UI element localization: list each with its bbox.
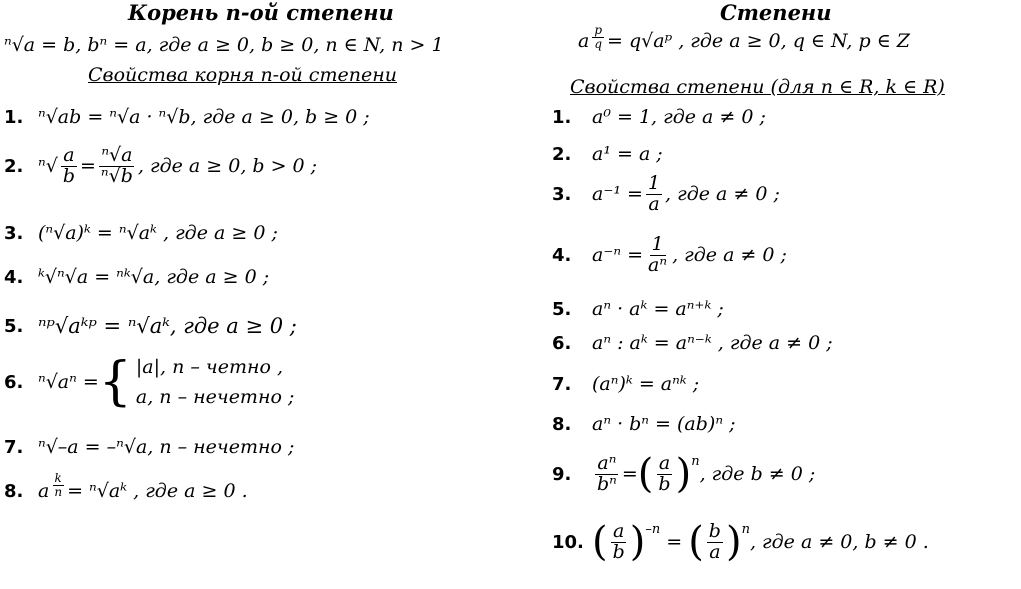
power-property-4 bbox=[552, 235, 787, 276]
denominator: aⁿ bbox=[648, 253, 668, 276]
item-number: 9. bbox=[552, 463, 572, 485]
left-paren: ( bbox=[688, 519, 704, 566]
right-paren: ) bbox=[629, 519, 646, 566]
item-number: 8. bbox=[4, 480, 24, 502]
power-property-5 bbox=[552, 298, 724, 320]
case-odd: a, n – нечетно ; bbox=[135, 386, 295, 408]
equals-sign: = bbox=[666, 531, 683, 554]
root-property-8 bbox=[4, 471, 248, 502]
power-property-3 bbox=[552, 174, 780, 215]
formula-lhs: a⁻¹ = bbox=[592, 183, 643, 206]
root-property-2 bbox=[4, 146, 317, 187]
formula: aⁿ : aᵏ = aⁿ⁻ᵏ , где a ≠ 0 ; bbox=[592, 332, 833, 354]
formula: ᵏ√ⁿ√a = ⁿᵏ√a, где a ≥ 0 ; bbox=[38, 266, 270, 288]
powers-title: Степени bbox=[720, 0, 832, 25]
formula: ⁿ√ab = ⁿ√a · ⁿ√b, где a ≥ 0, b ≥ 0 ; bbox=[38, 106, 370, 128]
item-number: 5. bbox=[552, 298, 572, 320]
fraction-exponent bbox=[52, 472, 64, 498]
formula: ⁿᵖ√aᵏᵖ = ⁿ√aᵏ, где a ≥ 0 ; bbox=[38, 314, 297, 338]
denominator: ⁿ√b bbox=[100, 164, 133, 187]
numerator: k bbox=[54, 471, 62, 485]
left-paren: ( bbox=[637, 451, 654, 498]
roots-title: Корень n-ой степени bbox=[128, 0, 394, 25]
item-number: 3. bbox=[552, 183, 572, 205]
definition-rhs: = q√aᵖ , где a ≥ 0, q ∈ N, p ∈ Z bbox=[607, 30, 911, 52]
base: a bbox=[38, 480, 50, 502]
numerator: a bbox=[63, 144, 75, 166]
denominator: a bbox=[709, 540, 721, 563]
powers-definition bbox=[578, 23, 911, 52]
denominator: q bbox=[594, 36, 603, 51]
formula: aⁿ · aᵏ = aⁿ⁺ᵏ ; bbox=[592, 298, 724, 320]
fraction-left bbox=[61, 146, 77, 187]
root-property-3 bbox=[4, 222, 278, 244]
power-property-10 bbox=[552, 519, 929, 566]
root-property-7 bbox=[4, 436, 294, 458]
left-brace: { bbox=[98, 352, 132, 412]
fraction-left bbox=[595, 454, 619, 495]
item-number: 4. bbox=[552, 244, 572, 266]
exponent: n bbox=[691, 454, 700, 469]
condition: , где a ≠ 0, b ≠ 0 . bbox=[749, 531, 929, 554]
denominator: b bbox=[62, 164, 75, 187]
numerator: b bbox=[708, 520, 721, 542]
fraction bbox=[646, 174, 662, 215]
equals-sign: = bbox=[79, 155, 96, 178]
numerator: p bbox=[594, 23, 603, 37]
formula: a¹ = a ; bbox=[592, 143, 663, 165]
left-paren: ( bbox=[592, 519, 608, 566]
exponent: n bbox=[741, 522, 750, 537]
item-number: 2. bbox=[4, 155, 24, 177]
denominator: n bbox=[54, 484, 63, 499]
formula: a⁰ = 1, где a ≠ 0 ; bbox=[592, 106, 766, 128]
formula-lhs: ⁿ√aⁿ = bbox=[38, 371, 99, 393]
base: a bbox=[578, 30, 590, 52]
fraction-right bbox=[99, 146, 135, 187]
exponent: –n bbox=[645, 522, 661, 537]
item-number: 6. bbox=[4, 371, 24, 393]
denominator: b bbox=[612, 540, 625, 563]
item-number: 4. bbox=[4, 266, 24, 288]
numerator: 1 bbox=[651, 233, 664, 255]
formula-rhs: = ⁿ√aᵏ , где a ≥ 0 . bbox=[67, 480, 248, 502]
power-property-2 bbox=[552, 143, 663, 165]
numerator: a bbox=[613, 520, 625, 542]
root-sign: ⁿ√ bbox=[38, 155, 58, 178]
item-number: 7. bbox=[552, 373, 572, 395]
case-even: |a|, n – четно , bbox=[135, 356, 284, 378]
condition: , где a ≥ 0, b > 0 ; bbox=[137, 155, 318, 178]
roots-definition: ⁿ√a = b, bⁿ = a, где a ≥ 0, b ≥ 0, n ∈ N, n > 1 bbox=[4, 34, 444, 56]
denominator: a bbox=[648, 192, 660, 215]
formula: (ⁿ√a)ᵏ = ⁿ√aᵏ , где a ≥ 0 ; bbox=[38, 222, 278, 244]
root-property-4 bbox=[4, 266, 269, 288]
condition: , где b ≠ 0 ; bbox=[699, 463, 816, 486]
fraction-left bbox=[611, 522, 627, 563]
right-paren: ) bbox=[725, 519, 742, 566]
item-number: 1. bbox=[4, 106, 24, 128]
power-property-7 bbox=[552, 373, 699, 395]
power-property-9 bbox=[552, 451, 816, 498]
fraction-right bbox=[656, 454, 672, 495]
formula: ⁿ√–a = –ⁿ√a, n – нечетно ; bbox=[38, 436, 295, 458]
item-number: 2. bbox=[552, 143, 572, 165]
power-property-1 bbox=[552, 106, 766, 128]
item-number: 3. bbox=[4, 222, 24, 244]
numerator: 1 bbox=[647, 172, 661, 194]
item-number: 7. bbox=[4, 436, 24, 458]
power-property-8 bbox=[552, 413, 735, 435]
cases bbox=[136, 356, 294, 408]
fraction-right bbox=[707, 522, 723, 563]
roots-properties-subtitle: Свойства корня n-ой степени bbox=[88, 64, 397, 86]
root-property-1 bbox=[4, 106, 370, 128]
item-number: 6. bbox=[552, 332, 572, 354]
item-number: 10. bbox=[552, 531, 584, 553]
numerator: a bbox=[658, 452, 671, 474]
fraction bbox=[646, 235, 669, 276]
formula: aⁿ · bⁿ = (ab)ⁿ ; bbox=[592, 413, 736, 435]
item-number: 1. bbox=[552, 106, 572, 128]
formula-lhs: a⁻ⁿ = bbox=[592, 244, 644, 267]
root-property-5 bbox=[4, 314, 297, 338]
denominator: b bbox=[658, 472, 671, 495]
condition: , где a ≠ 0 ; bbox=[672, 244, 787, 267]
right-paren: ) bbox=[675, 451, 692, 498]
numerator: aⁿ bbox=[597, 452, 617, 474]
item-number: 5. bbox=[4, 315, 24, 337]
item-number: 8. bbox=[552, 413, 572, 435]
root-property-6 bbox=[4, 352, 295, 412]
equals-sign: = bbox=[621, 463, 638, 486]
powers-properties-subtitle: Свойства степени (для n ∈ R, k ∈ R) bbox=[570, 76, 945, 98]
denominator: bⁿ bbox=[597, 472, 617, 495]
fraction-exponent bbox=[592, 24, 604, 50]
formula: (aⁿ)ᵏ = aⁿᵏ ; bbox=[592, 373, 700, 395]
numerator: ⁿ√a bbox=[101, 144, 133, 166]
condition: , где a ≠ 0 ; bbox=[665, 183, 780, 206]
power-property-6 bbox=[552, 332, 833, 354]
